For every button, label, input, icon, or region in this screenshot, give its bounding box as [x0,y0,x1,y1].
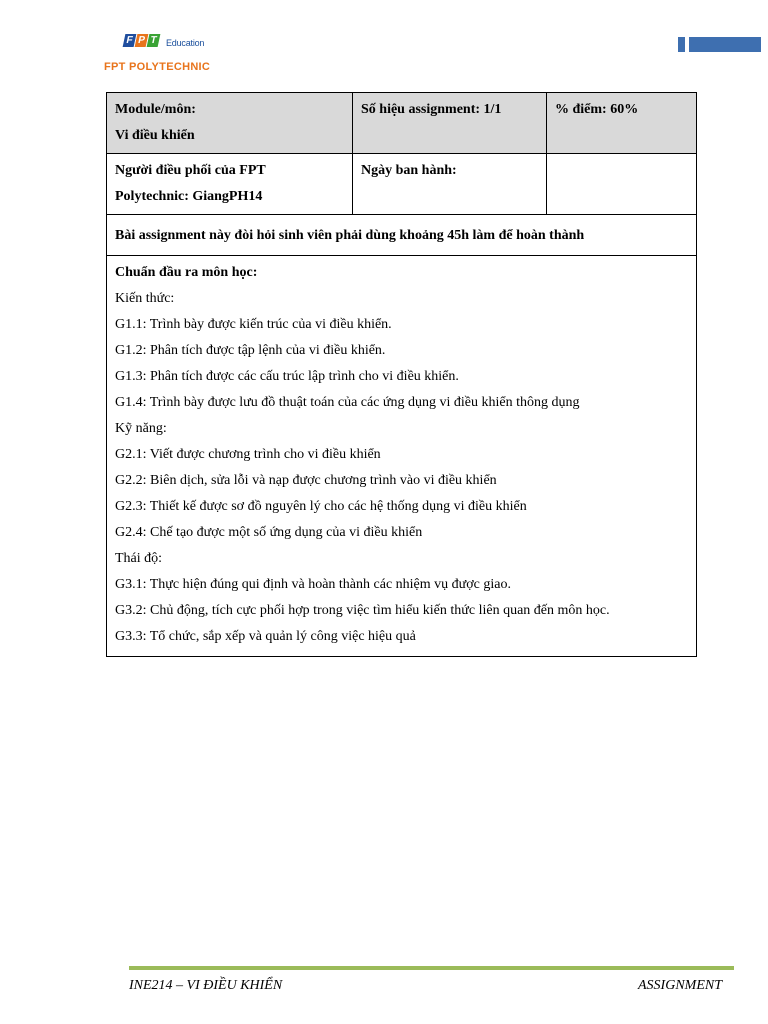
logo-letter-f: F [123,34,137,47]
percent-score: % điểm: 60% [555,102,639,117]
outcome-line: Kiến thức: [115,291,175,306]
outcomes-list [115,286,688,650]
fpt-logo-blocks [124,34,159,47]
outcome-line: G1.2: Phân tích được tập lệnh của vi điều khiển. [115,343,386,358]
header-corner-bar [678,37,761,52]
table-row [107,93,697,154]
outcome-line: G2.2: Biên dịch, sửa lỗi và nạp được chương trình vào vi điều khiển [115,473,497,488]
assignment-number: Số hiệu assignment: 1/1 [361,102,502,117]
outcome-line: Kỹ năng: [115,421,167,436]
corner-square [678,37,685,52]
outcome-line: G2.4: Chế tạo được một số ứng dụng của vi điều khiển [115,525,423,540]
table-row [107,215,697,256]
outcomes-title: Chuẩn đầu ra môn học: [115,265,258,280]
footer-doc-type: ASSIGNMENT [638,978,722,993]
outcomes-cell [107,256,697,657]
outcome-line: G1.1: Trình bày được kiến trúc của vi điều khiển. [115,317,392,332]
logo-education-text: Education [166,38,205,48]
assignment-number-cell [353,93,547,154]
outcome-line: G2.1: Viết được chương trình cho vi điều khiển [115,447,381,462]
issue-date-cell [353,154,547,215]
outcome-line: G3.3: Tổ chức, sắp xếp và quản lý công việc hiệu quả [115,629,416,644]
footer-course-code: INE214 – VI ĐIỀU KHIỂN [129,978,283,993]
fpt-polytechnic-logo [104,30,234,80]
outcome-line: G2.3: Thiết kế được sơ đồ nguyên lý cho các hệ thống dụng vi điều khiển [115,499,527,514]
logo-letter-p: P [135,34,149,47]
issue-date-label: Ngày ban hành: [361,163,457,178]
logo-letter-t: T [147,34,161,47]
module-cell [107,93,353,154]
module-label: Module/môn: [115,102,196,117]
hours-text: Bài assignment này đòi hỏi sinh viên phải dùng khoảng 45h làm để hoàn thành [115,228,585,243]
corner-bar [689,37,761,52]
outcome-line: G1.3: Phân tích được các cấu trúc lập trình cho vi điều khiển. [115,369,459,384]
module-value: Vi điều khiển [115,128,195,143]
table-row [107,154,697,215]
outcome-line: Thái độ: [115,551,163,566]
outcome-line: G3.1: Thực hiện đúng qui định và hoàn thành các nhiệm vụ được giao. [115,577,511,592]
outcome-line: G1.4: Trình bày được lưu đồ thuật toán của các ứng dụng vi điều khiển thông dụng [115,395,580,410]
coordinator-line2: Polytechnic: GiangPH14 [115,189,263,204]
coordinator-cell [107,154,353,215]
percent-cell [547,93,697,154]
issue-date-value-cell [547,154,697,215]
footer-rule [129,966,734,970]
table-row [107,256,697,657]
assignment-info-table [106,92,697,657]
logo-name: FPT POLYTECHNIC [104,61,211,73]
hours-cell [107,215,697,256]
coordinator-line1: Người điều phối của FPT [115,163,266,178]
outcome-line: G3.2: Chủ động, tích cực phối hợp trong việc tìm hiểu kiến thức liên quan đến môn học. [115,603,610,618]
